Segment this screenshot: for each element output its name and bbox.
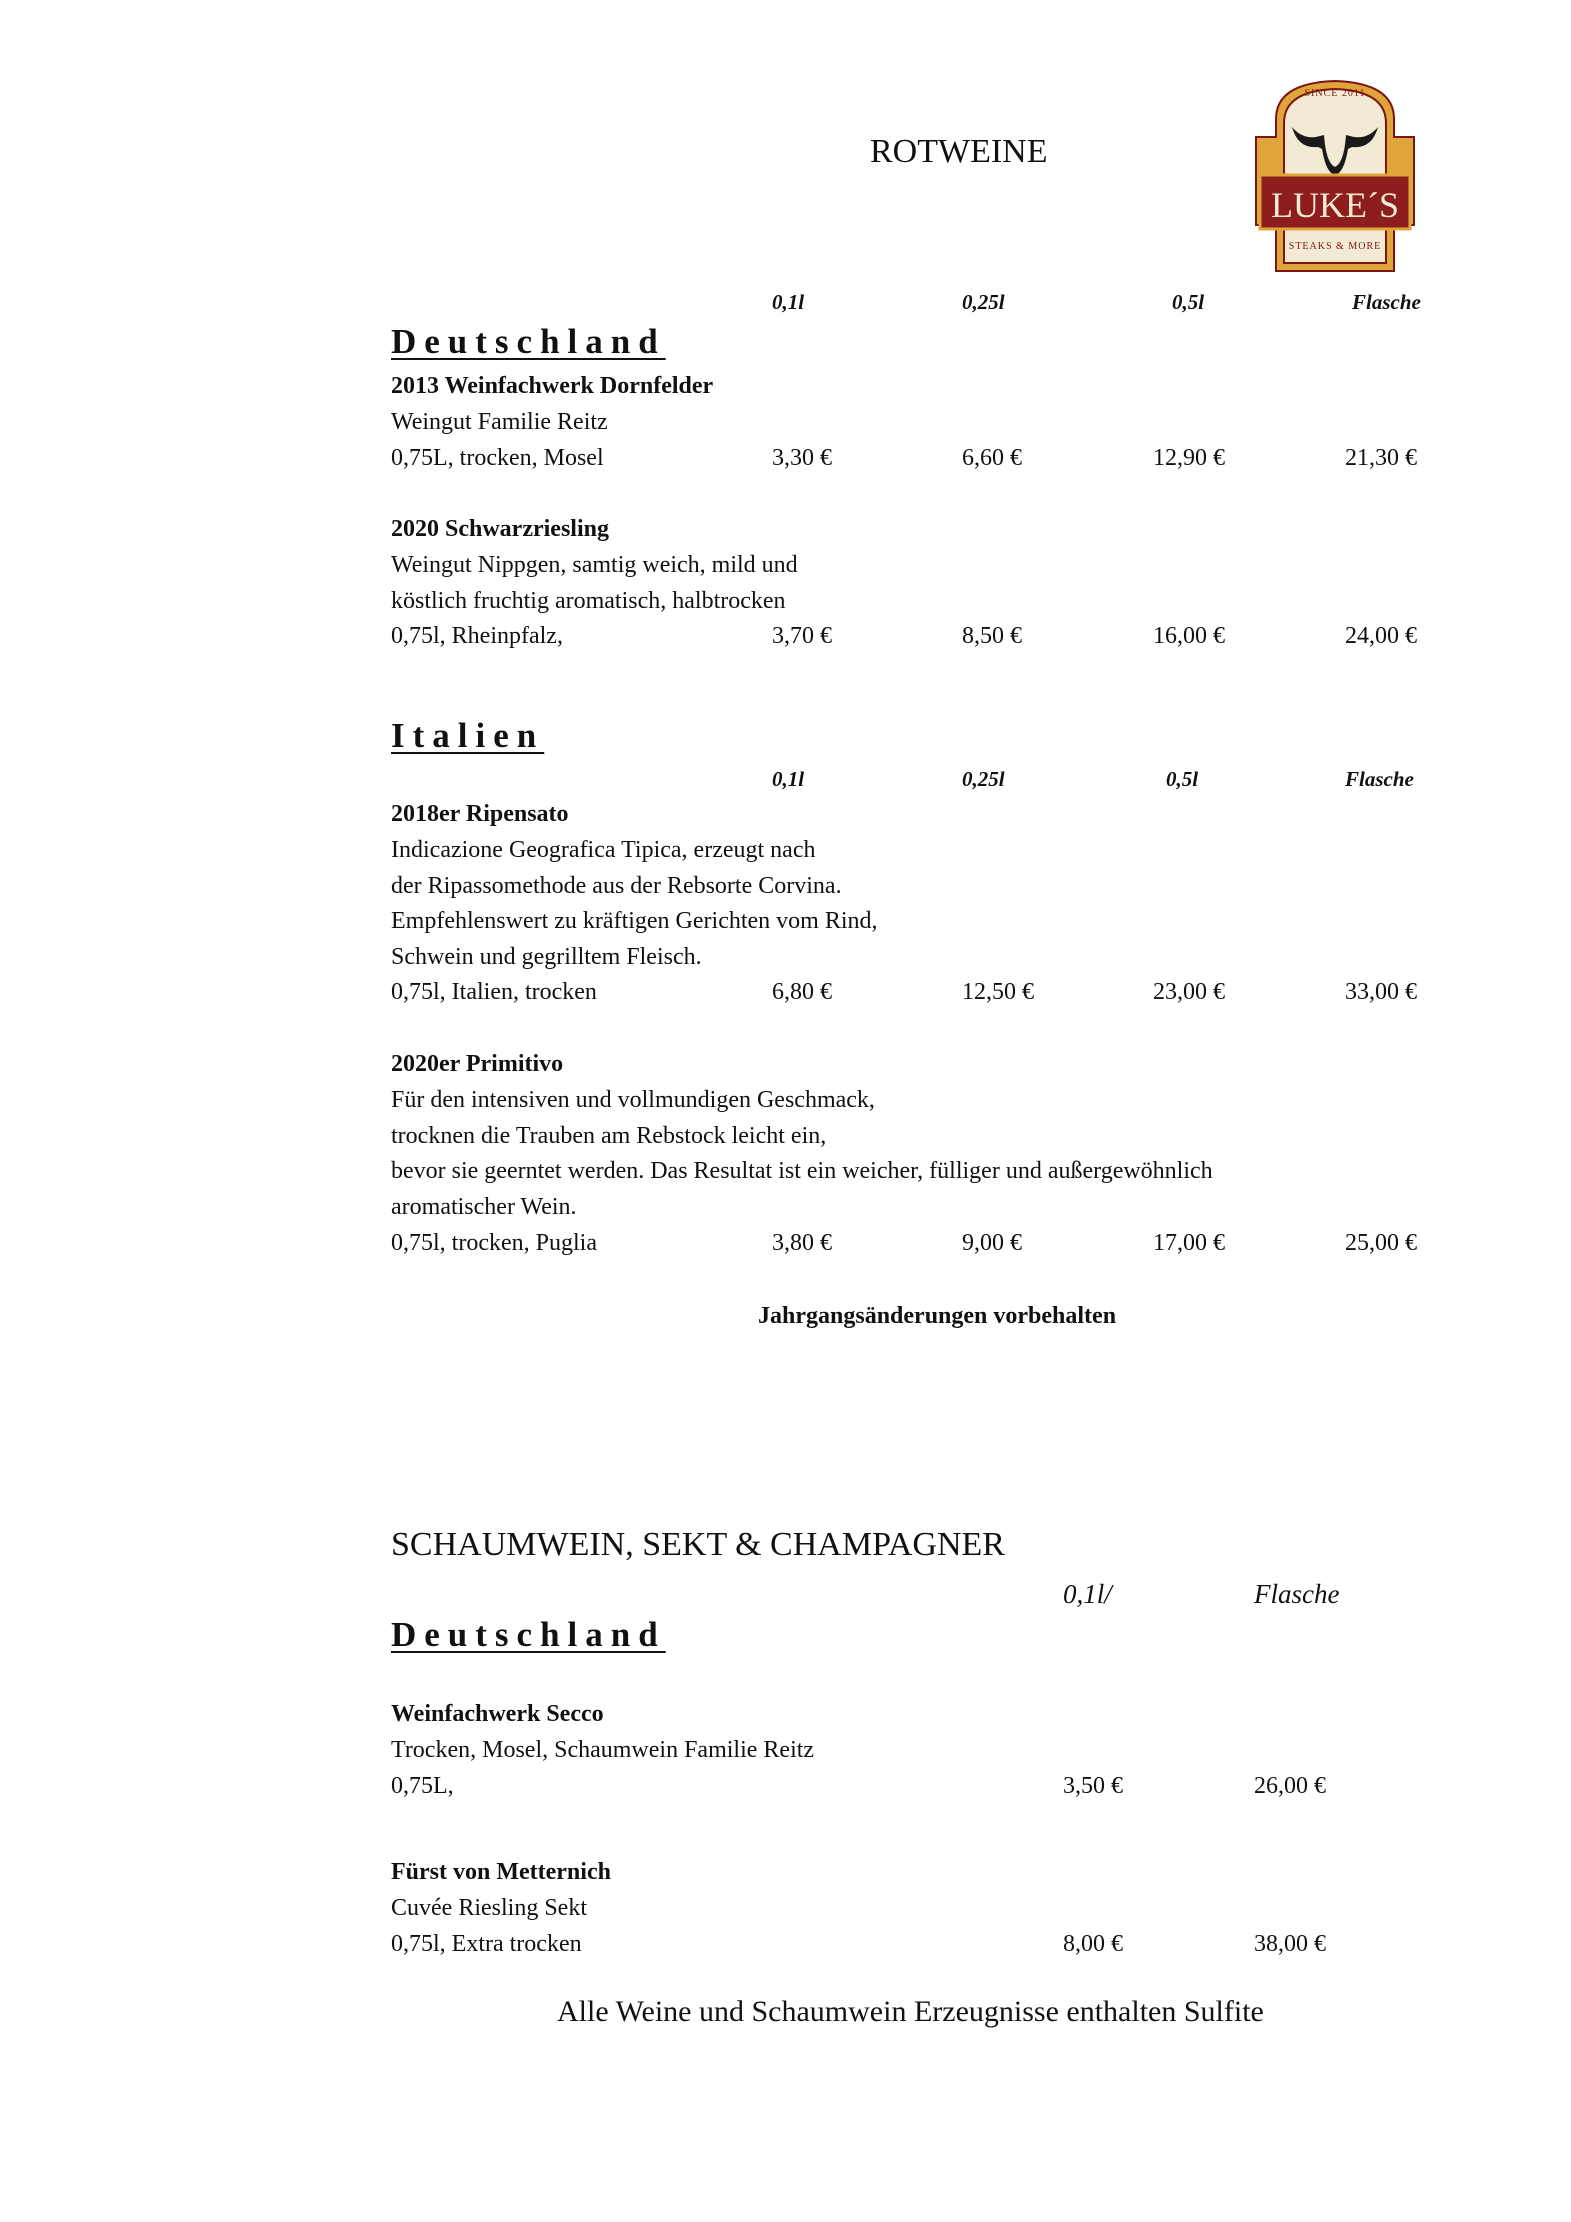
wine-name: 2020er Primitivo: [391, 1051, 564, 1077]
country-heading-italien: Italien: [391, 716, 545, 755]
wine-description: Cuvée Riesling Sekt: [391, 1895, 587, 1921]
price-025: 6,60 €: [962, 445, 1022, 471]
price-01: 8,00 €: [1063, 1931, 1123, 1957]
wine-description: Weingut Nippgen, samtig weich, mild und: [391, 552, 798, 578]
wine-spec: 0,75L,: [391, 1773, 454, 1799]
price-05: 17,00 €: [1153, 1230, 1225, 1256]
wine-spec: 0,75l, trocken, Puglia: [391, 1230, 597, 1256]
country-heading-deutschland: Deutschland: [391, 322, 666, 361]
price-01: 3,30 €: [772, 445, 832, 471]
wine-name: Fürst von Metternich: [391, 1859, 611, 1885]
wine-description: der Ripassomethode aus der Rebsorte Corvina.: [391, 873, 842, 899]
wine-name: Weinfachwerk Secco: [391, 1701, 604, 1727]
price-01: 3,50 €: [1063, 1773, 1123, 1799]
page-title-rotweine: ROTWEINE: [870, 133, 1048, 170]
wine-description: aromatischer Wein.: [391, 1194, 577, 1220]
wine-name: 2013 Weinfachwerk Dornfelder: [391, 373, 714, 399]
price-flasche: 38,00 €: [1254, 1931, 1326, 1957]
wine-description: Schwein und gegrilltem Fleisch.: [391, 944, 702, 970]
column-header-flasche: Flasche: [1345, 767, 1414, 791]
wine-spec: 0,75l, Rheinpfalz,: [391, 623, 563, 649]
country-heading-deutschland: Deutschland: [391, 1615, 666, 1654]
price-flasche: 24,00 €: [1345, 623, 1417, 649]
price-05: 12,90 €: [1153, 445, 1225, 471]
price-flasche: 21,30 €: [1345, 445, 1417, 471]
column-header-01: 0,1l/: [1063, 1579, 1112, 1609]
wine-description: Weingut Familie Reitz: [391, 409, 608, 435]
vintage-note: Jahrgangsänderungen vorbehalten: [758, 1303, 1117, 1329]
wine-spec: 0,75L, trocken, Mosel: [391, 445, 604, 471]
price-05: 16,00 €: [1153, 623, 1225, 649]
wine-description: köstlich fruchtig aromatisch, halbtrocken: [391, 588, 786, 614]
wine-description: Trocken, Mosel, Schaumwein Familie Reitz: [391, 1737, 815, 1763]
column-header-flasche: Flasche: [1352, 290, 1421, 314]
column-header-01: 0,1l: [772, 767, 805, 791]
column-header-01: 0,1l: [772, 290, 805, 314]
column-header-05: 0,5l: [1172, 290, 1205, 314]
wine-spec: 0,75l, Extra trocken: [391, 1931, 582, 1957]
logo-tagline-text: STEAKS & MORE: [1288, 241, 1382, 252]
wine-name: 2020 Schwarzriesling: [391, 516, 609, 542]
price-01: 6,80 €: [772, 979, 832, 1005]
section-title-schaumwein: SCHAUMWEIN, SEKT & CHAMPAGNER: [391, 1526, 1005, 1563]
price-flasche: 33,00 €: [1345, 979, 1417, 1005]
wine-description: Indicazione Geografica Tipica, erzeugt nach: [391, 837, 816, 863]
logo-since-text: SINCE 2011: [1304, 88, 1366, 99]
price-01: 3,70 €: [772, 623, 832, 649]
price-flasche: 26,00 €: [1254, 1773, 1326, 1799]
column-header-05: 0,5l: [1166, 767, 1199, 791]
wine-description: trocknen die Trauben am Rebstock leicht ein,: [391, 1123, 827, 1149]
wine-name: 2018er Ripensato: [391, 801, 569, 827]
wine-description: bevor sie geerntet werden. Das Resultat ist ein weicher, fülliger und außergewöhnlich: [391, 1158, 1213, 1184]
wine-description: Empfehlenswert zu kräftigen Gerichten vom Rind,: [391, 908, 878, 934]
wine-description: Für den intensiven und vollmundigen Geschmack,: [391, 1087, 875, 1113]
lukes-logo: [1254, 77, 1416, 275]
logo-name-text: LUKE´S: [1271, 185, 1399, 225]
column-header-025: 0,25l: [962, 290, 1005, 314]
column-header-flasche: Flasche: [1254, 1579, 1340, 1609]
wine-spec: 0,75l, Italien, trocken: [391, 979, 597, 1005]
price-025: 8,50 €: [962, 623, 1022, 649]
price-01: 3,80 €: [772, 1230, 832, 1256]
price-025: 12,50 €: [962, 979, 1034, 1005]
price-05: 23,00 €: [1153, 979, 1225, 1005]
price-flasche: 25,00 €: [1345, 1230, 1417, 1256]
column-header-025: 0,25l: [962, 767, 1005, 791]
price-025: 9,00 €: [962, 1230, 1022, 1256]
sulfite-notice: Alle Weine und Schaumwein Erzeugnisse enthalten Sulfite: [557, 1995, 1264, 2028]
